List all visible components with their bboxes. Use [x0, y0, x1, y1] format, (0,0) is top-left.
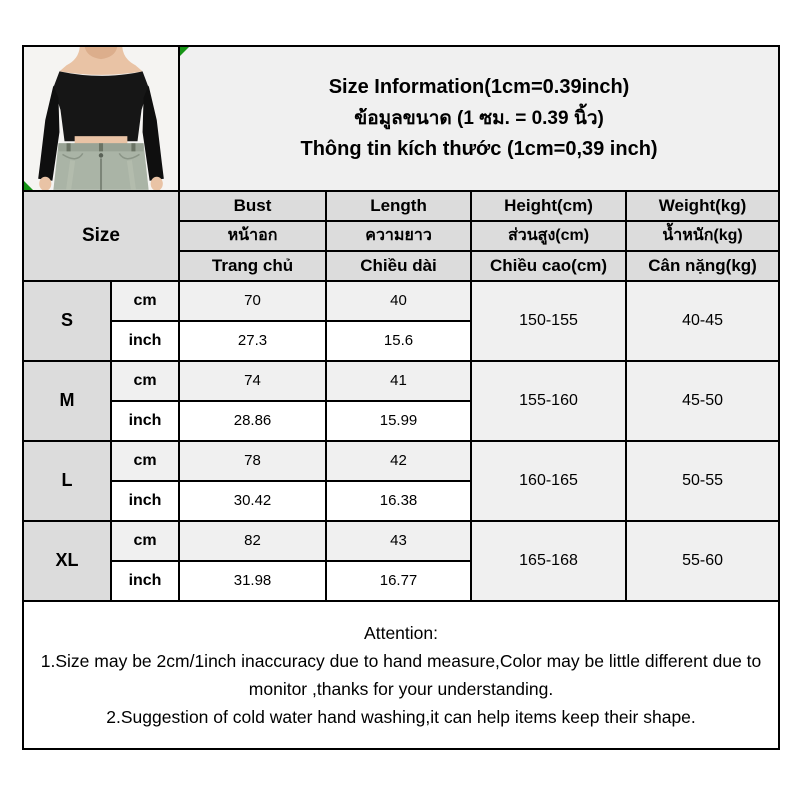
unit-label-inch: inch [111, 561, 179, 601]
size-label-m: M [23, 361, 111, 441]
column-header-size: Size [23, 191, 179, 281]
table-row [23, 441, 779, 481]
product-photo [23, 46, 179, 191]
length-inch-value: 15.6 [326, 321, 471, 361]
unit-label-inch: inch [111, 321, 179, 361]
height-range-value: 165-168 [471, 521, 626, 601]
title-vietnamese: Thông tin kích thước (1cm=0,39 inch) [300, 137, 658, 160]
length-cm-value: 40 [326, 281, 471, 321]
unit-label-inch: inch [111, 481, 179, 521]
attention-heading: Attention: [364, 622, 438, 643]
length-cm-value: 43 [326, 521, 471, 561]
unit-label-cm: cm [111, 521, 179, 561]
attention-line-1: 1.Size may be 2cm/1inch inaccuracy due to hand measure,Color may be little different due to monitor ,thanks for your understanding. [40, 650, 762, 699]
length-inch-value: 16.77 [326, 561, 471, 601]
title-thai: ข้อมูลขนาด (1 ซม. = 0.39 นิ้ว) [354, 107, 604, 129]
table-row [23, 281, 779, 321]
bust-cm-value: 70 [179, 281, 326, 321]
column-header-length-th: ความยาว [326, 221, 471, 251]
green-corner-marker-icon [24, 181, 33, 190]
table-row [23, 521, 779, 561]
attention-note [23, 601, 779, 749]
column-header-bust-th: หน้าอก [179, 221, 326, 251]
bust-inch-value: 31.98 [179, 561, 326, 601]
table-row [23, 361, 779, 401]
size-chart-panel [22, 45, 780, 750]
weight-range-value: 40-45 [626, 281, 779, 361]
size-chart-table [22, 45, 780, 750]
length-inch-value: 16.38 [326, 481, 471, 521]
unit-label-cm: cm [111, 361, 179, 401]
column-header-bust-en: Bust [179, 191, 326, 221]
column-header-weight-th: น้ำหนัก(kg) [626, 221, 779, 251]
attention-line-2: 2.Suggestion of cold water hand washing,it can help items keep their shape. [106, 706, 696, 727]
bust-inch-value: 27.3 [179, 321, 326, 361]
bust-inch-value: 28.86 [179, 401, 326, 441]
column-header-length-vi: Chiều dài [326, 251, 471, 281]
column-header-height-en: Height(cm) [471, 191, 626, 221]
bust-cm-value: 78 [179, 441, 326, 481]
length-inch-value: 15.99 [326, 401, 471, 441]
size-label-l: L [23, 441, 111, 521]
size-label-xl: XL [23, 521, 111, 601]
column-header-weight-vi: Cân nặng(kg) [626, 251, 779, 281]
green-corner-marker-icon [180, 47, 189, 56]
column-header-height-vi: Chiều cao(cm) [471, 251, 626, 281]
unit-label-inch: inch [111, 401, 179, 441]
size-label-s: S [23, 281, 111, 361]
unit-label-cm: cm [111, 441, 179, 481]
height-range-value: 150-155 [471, 281, 626, 361]
unit-label-cm: cm [111, 281, 179, 321]
length-cm-value: 41 [326, 361, 471, 401]
bust-cm-value: 74 [179, 361, 326, 401]
height-range-value: 160-165 [471, 441, 626, 521]
bust-inch-value: 30.42 [179, 481, 326, 521]
column-header-bust-vi: Trang chủ [179, 251, 326, 281]
column-header-weight-en: Weight(kg) [626, 191, 779, 221]
height-range-value: 155-160 [471, 361, 626, 441]
bust-cm-value: 82 [179, 521, 326, 561]
column-header-length-en: Length [326, 191, 471, 221]
column-header-height-th: ส่วนสูง(cm) [471, 221, 626, 251]
length-cm-value: 42 [326, 441, 471, 481]
weight-range-value: 50-55 [626, 441, 779, 521]
product-photo-illustration [24, 47, 178, 190]
size-info-title [179, 46, 779, 191]
title-english: Size Information(1cm=0.39inch) [328, 75, 630, 98]
weight-range-value: 55-60 [626, 521, 779, 601]
weight-range-value: 45-50 [626, 361, 779, 441]
